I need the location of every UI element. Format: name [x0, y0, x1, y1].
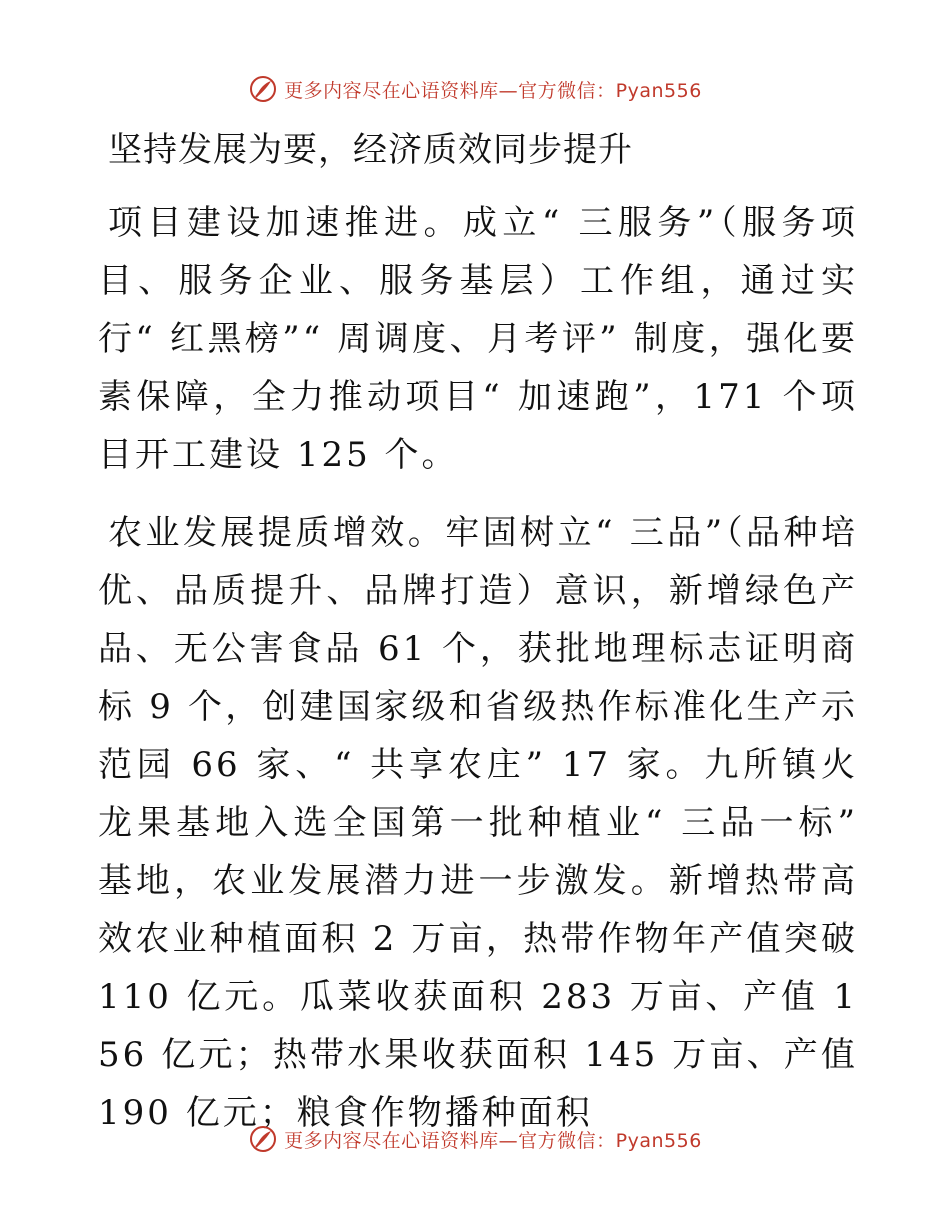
section-heading: 坚持发展为要，经济质效同步提升 [108, 130, 633, 170]
paragraph-project-construction: 项目建设加速推进。成立“ 三服务”（服务项目、服务企业、服务基层）工作组，通过实行“ 红黑榜”“ 周调度、月考评” 制度，强化要素保障，全力推动项目“ 加速跑”，171 个项目开工建设 125 个。 [98, 203, 858, 475]
watermark-text: 更多内容尽在心语资料库—官方微信：Pyan556 [284, 79, 702, 102]
paragraph-agriculture-development: 农业发展提质增效。牢固树立“ 三品”（品种培优、品质提升、品牌打造）意识，新增绿色产品、无公害食品 61 个，获批地理标志证明商标 9 个，创建国家级和省级热作标准化生产示范园 66 家、“ 共享农庄” 17 家。九所镇火龙果基地入选全国第一批种植业“ 三品一标” 基地，农业发展潜力进一步激发。新增热带高效农业种植面积 2 万亩，热带作物年产值突破 110 亿元。瓜菜收获面积 283 万亩、产值 156 亿元；热带水果收获面积 145 万亩、产值 190 亿元；粮食作物播种面积 [98, 513, 858, 1133]
header-watermark [0, 74, 950, 104]
quill-logo-icon [248, 1124, 278, 1154]
document-body [98, 124, 858, 1162]
watermark-text: 更多内容尽在心语资料库—官方微信：Pyan556 [284, 1129, 702, 1152]
footer-watermark [0, 1124, 950, 1154]
quill-logo-icon [248, 74, 278, 104]
